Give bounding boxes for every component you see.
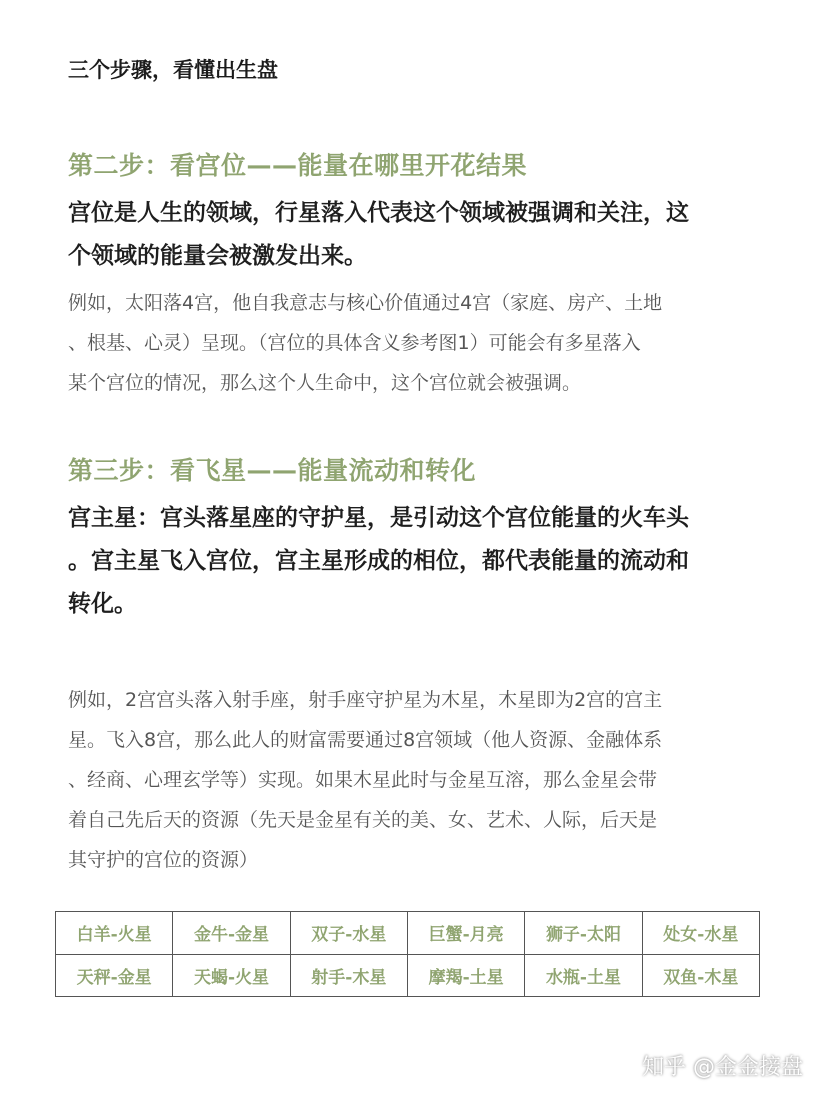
step2-note-line: 例如，太阳落4宫，他自我意志与核心价值通过4宫（家庭、房产、土地: [68, 292, 663, 314]
step3-heading: 第三步：看飞星——能量流动和转化: [68, 456, 477, 485]
step3-note-line: 例如，2宫宫头落入射手座，射手座守护星为木星，木星即为2宫的宫主: [68, 689, 663, 711]
step3-body: [68, 497, 748, 626]
step3-note-line: 、经商、心理玄学等）实现。如果木星此时与金星互溶，那么金星会带: [68, 769, 658, 791]
table-cell: 处女-水星: [642, 912, 759, 955]
watermark: 知乎 @金金接盘: [642, 1055, 803, 1080]
step2-note-line: 某个宫位的情况，那么这个人生命中，这个宫位就会被强调。: [68, 372, 582, 394]
table-cell: 射手-木星: [290, 954, 407, 997]
table-cell: 水瓶-土星: [525, 954, 642, 997]
table-cell: 白羊-火星: [56, 912, 173, 955]
step2-body-line: 个领域的能量会被激发出来。: [68, 243, 367, 269]
table-cell: 天蝎-火星: [173, 954, 290, 997]
page-title: 三个步骤，看懂出生盘: [68, 58, 278, 82]
table-cell: 摩羯-土星: [407, 954, 524, 997]
step2-body-line: 宫位是人生的领域，行星落入代表这个领域被强调和关注，这: [68, 200, 689, 226]
step3-body-line: 转化。: [68, 591, 137, 617]
table-cell: 狮子-太阳: [525, 912, 642, 955]
table-cell: 巨蟹-月亮: [407, 912, 524, 955]
table-row: [56, 912, 760, 955]
step3-body-line: 。宫主星飞入宫位，宫主星形成的相位，都代表能量的流动和: [68, 548, 689, 574]
table-row: [56, 954, 760, 997]
step3-body-line: 宫主星：宫头落星座的守护星，是引动这个宫位能量的火车头: [68, 505, 689, 531]
table-cell: 双鱼-木星: [642, 954, 759, 997]
step2-body: [68, 192, 748, 278]
table-cell: 金牛-金星: [173, 912, 290, 955]
step2-note: [68, 283, 748, 403]
table-cell: 天秤-金星: [56, 954, 173, 997]
zodiac-ruler-table: [55, 911, 760, 997]
step3-note-line: 星。飞入8宫，那么此人的财富需要通过8宫领域（他人资源、金融体系: [68, 729, 663, 751]
step3-note-line: 着自己先后天的资源（先天是金星有关的美、女、艺术、人际，后天是: [68, 809, 658, 831]
step3-note: [68, 680, 748, 880]
step2-note-line: 、根基、心灵）呈现。（宫位的具体含义参考图1）可能会有多星落入: [68, 332, 641, 354]
table-cell: 双子-水星: [290, 912, 407, 955]
step3-note-line: 其守护的宫位的资源）: [68, 849, 259, 871]
step2-heading: 第二步：看宫位——能量在哪里开花结果: [68, 151, 528, 180]
